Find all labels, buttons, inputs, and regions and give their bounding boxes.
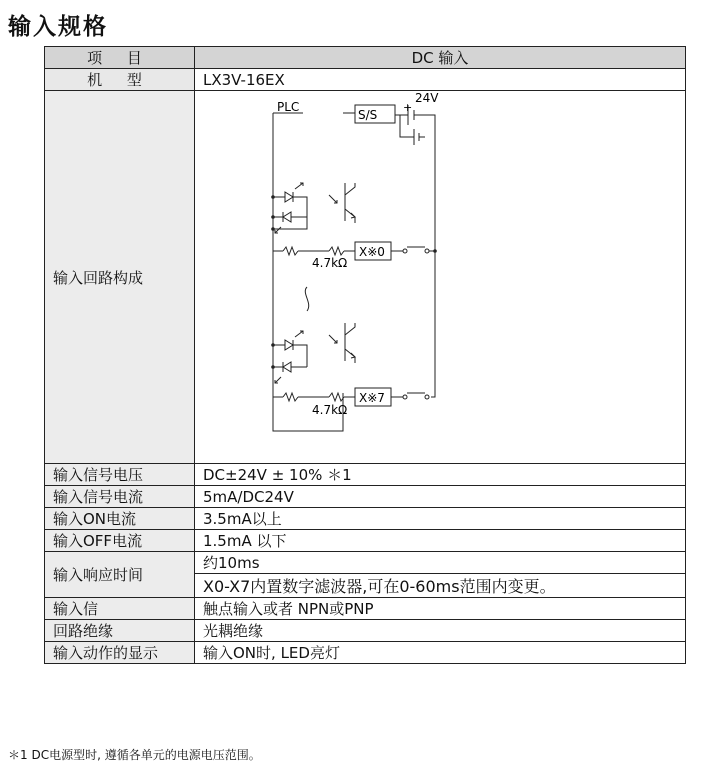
display-value: 输入ON时, LED亮灯 xyxy=(195,642,686,664)
voltage-value: DC±24V ± 10% ＊1 xyxy=(195,464,686,486)
off-current-label: 输入OFF电流 xyxy=(45,530,195,552)
plc-label: PLC xyxy=(277,100,300,114)
model-row xyxy=(45,69,686,91)
header-item: 项 目 xyxy=(45,47,195,69)
plus-sign: + xyxy=(403,101,413,114)
isolation-label: 回路绝缘 xyxy=(45,620,195,642)
off-current-value: 1.5mA 以下 xyxy=(195,530,686,552)
spec-row xyxy=(45,508,686,530)
response-row xyxy=(45,552,686,574)
signal-value: 触点输入或者 NPN或PNP xyxy=(195,598,686,620)
display-label: 输入动作的显示 xyxy=(45,642,195,664)
response-label: 输入响应时间 xyxy=(45,552,195,598)
signal-label: 输入信 xyxy=(45,598,195,620)
on-current-label: 输入ON电流 xyxy=(45,508,195,530)
resistor-value-2: 4.7kΩ xyxy=(312,403,348,417)
spec-row xyxy=(45,598,686,620)
current-label: 输入信号电流 xyxy=(45,486,195,508)
isolation-value: 光耦绝缘 xyxy=(195,620,686,642)
ss-terminal-label: S/S xyxy=(358,108,378,122)
model-value: LX3V-16EX xyxy=(195,69,686,91)
circuit-row xyxy=(45,91,686,464)
response-value-2: X0-X7内置数字滤波器,可在0-60ms范围内变更。 xyxy=(195,574,686,598)
header-value: DC 输入 xyxy=(195,47,686,69)
model-label: 机 型 xyxy=(45,69,195,91)
spec-row xyxy=(45,530,686,552)
spec-row xyxy=(45,642,686,664)
spec-row xyxy=(45,486,686,508)
on-current-value: 3.5mA以上 xyxy=(195,508,686,530)
resistor-value-1: 4.7kΩ xyxy=(312,256,348,270)
circuit-diagram-cell xyxy=(195,91,686,464)
circuit-label: 输入回路构成 xyxy=(45,91,195,464)
page-title: 输入规格 xyxy=(8,14,108,40)
x0-terminal-label: X※0 xyxy=(359,245,385,259)
current-value: 5mA/DC24V xyxy=(195,486,686,508)
response-value-1: 约10ms xyxy=(195,552,686,574)
spec-row xyxy=(45,620,686,642)
voltage-label: 输入信号电压 xyxy=(45,464,195,486)
voltage-label: 24V xyxy=(415,91,439,105)
input-spec-table xyxy=(44,46,686,664)
input-circuit-diagram xyxy=(203,91,686,459)
table-header-row xyxy=(45,47,686,69)
spec-row xyxy=(45,464,686,486)
footnote: ＊1 DC电源型时, 遵循各单元的电源电压范围。 xyxy=(8,748,261,762)
x7-terminal-label: X※7 xyxy=(359,391,385,405)
